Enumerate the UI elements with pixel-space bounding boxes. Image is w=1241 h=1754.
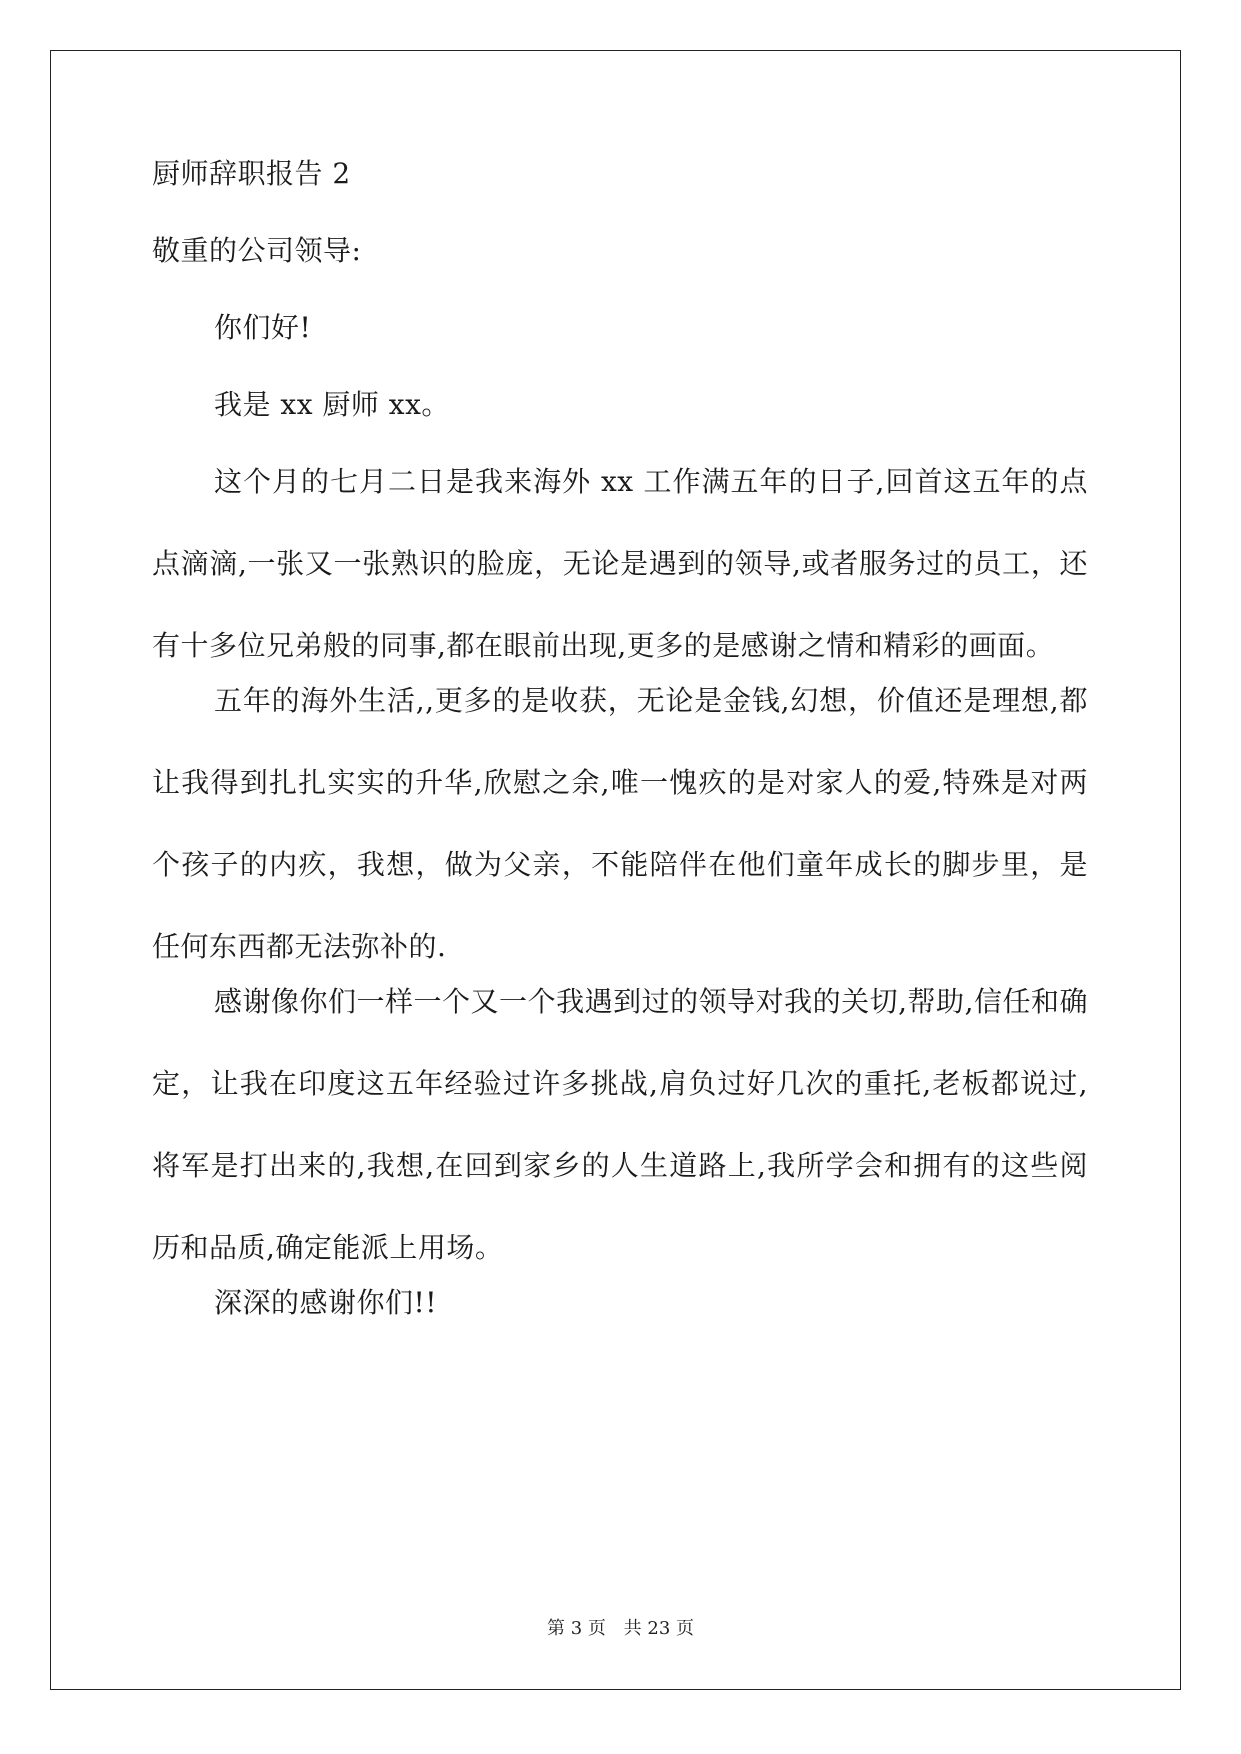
paragraph: 你们好! — [214, 311, 312, 344]
page-footer — [0, 1614, 1241, 1640]
document-title: 厨师辞职报告 2 — [152, 157, 351, 190]
page-total: 共 23 页 — [623, 1618, 694, 1639]
document-body — [152, 157, 1088, 1393]
paragraph: 深深的感谢你们!! — [214, 1286, 438, 1319]
paragraph: 这个月的七月二日是我来海外 xx 工作满五年的日子,回首这五年的点点滴滴,一张又一张熟识的脸庞，无论是遇到的领导,或者服务过的员工，还有十多位兄弟般的同事,都在眼前出现,更多的是感谢之情和精彩的画面。 — [152, 465, 1088, 662]
paragraphs — [152, 311, 1088, 1344]
paragraph: 五年的海外生活,,更多的是收获，无论是金钱,幻想，价值还是理想,都让我得到扎扎实实的升华,欣慰之余,唯一愧疚的是对家人的爱,特殊是对两个孩子的内疚，我想，做为父亲，不能陪伴在他们童年成长的脚步里，是任何东西都无法弥补的. — [152, 684, 1088, 963]
paragraph: 我是 xx 厨师 xx。 — [214, 388, 450, 421]
paragraph: 感谢像你们一样一个又一个我遇到过的领导对我的关切,帮助,信任和确定，让我在印度这五年经验过许多挑战,肩负过好几次的重托,老板都说过,将军是打出来的,我想,在回到家乡的人生道路上,我所学会和拥有的这些阅历和品质,确定能派上用场。 — [152, 985, 1088, 1264]
salutation: 敬重的公司领导: — [152, 234, 362, 267]
page-number: 第 3 页 — [547, 1618, 606, 1639]
